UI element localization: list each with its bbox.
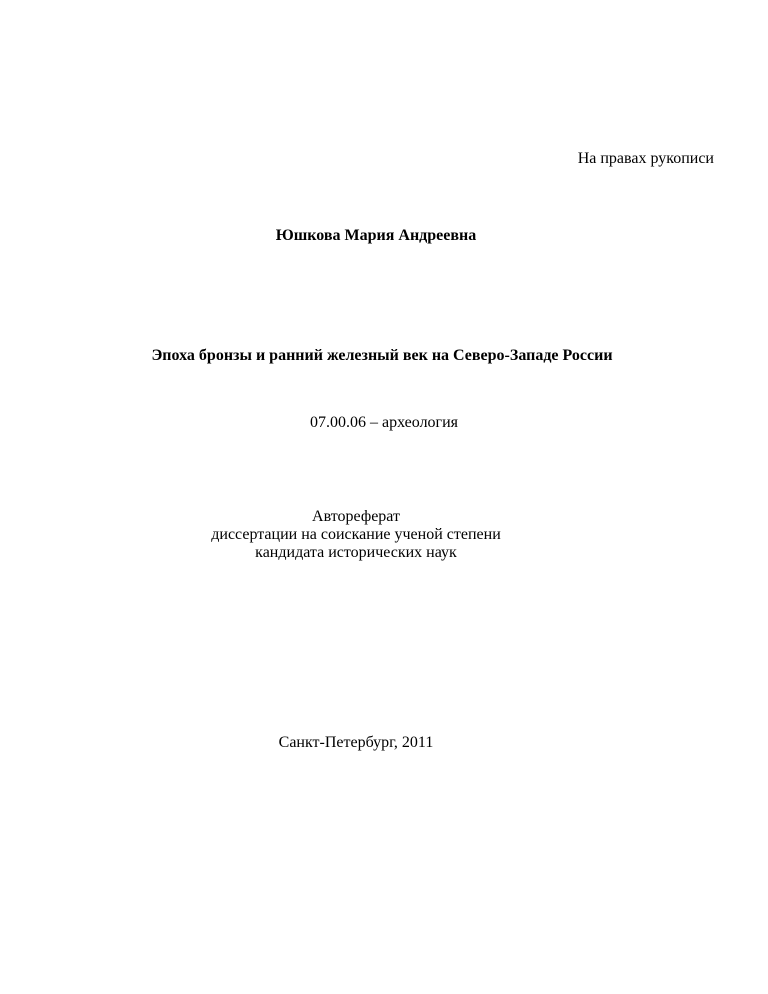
abstract-line-field: кандидата исторических наук — [255, 544, 457, 561]
specialty-code: 07.00.06 – археология — [309, 414, 459, 431]
abstract-line-label: Автореферат — [312, 508, 400, 525]
author-name: Юшкова Мария Андреевна — [275, 227, 477, 244]
dissertation-title: Эпоха бронзы и ранний железный век на Северо-Западе России — [151, 347, 613, 364]
rights-note: На правах рукописи — [577, 150, 714, 167]
abstract-heading-block — [0, 508, 768, 562]
place-and-year: Санкт-Петербург, 2011 — [278, 734, 434, 751]
abstract-line-degree: диссертации на соискание ученой степени — [211, 526, 501, 543]
